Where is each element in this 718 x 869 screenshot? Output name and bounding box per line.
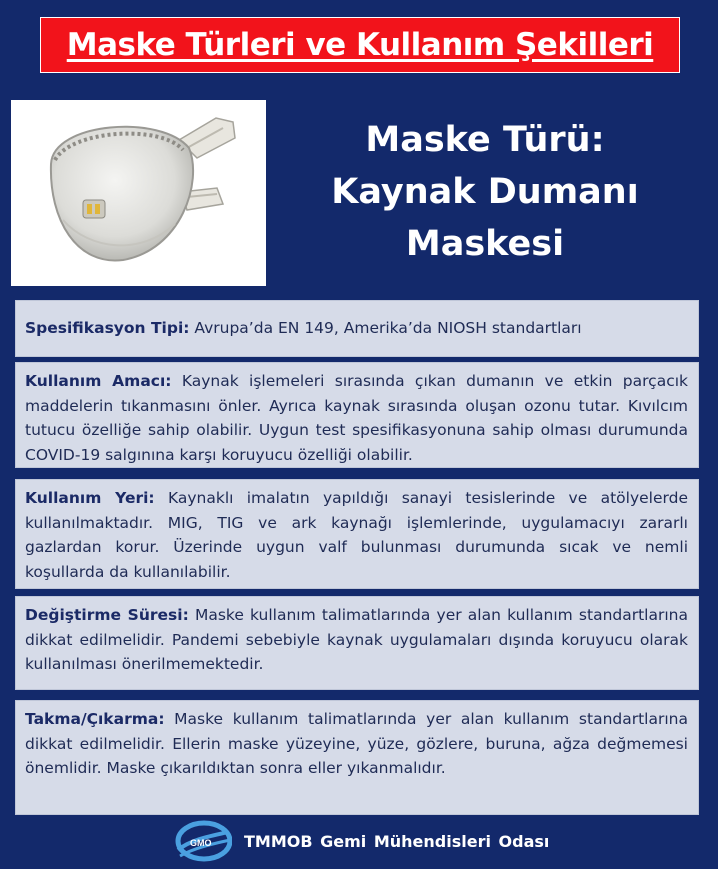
mask-photo: [11, 100, 266, 286]
section-text: Kaynaklı imalatın yapıldığı sanayi tesislerinde ve atölyelerde kullanılmaktadır. MIG, TIG ve ark kaynağı işlemlerinde, uygulamacıyı zararlı gazlardan korur. Üzerinde uygun valf bulunması durumunda sıcak ve nemli koşullarda da kullanılabilir.: [25, 489, 688, 581]
section-label: Spesifikasyon Tipi:: [25, 319, 190, 338]
mask-type-line-3: Maskesi: [405, 224, 565, 264]
section-text: Avrupa’da EN 149, Amerika’da NIOSH standartları: [194, 319, 582, 338]
section-text: Kaynak işlemeleri sırasında çıkan dumanın ve etkin parçacık maddelerin tıkanmasını önler. Ayrıca kaynak sırasında oluşan ozonu tutar. Kıvılcım tutucu özelliğe sahip olabilir. Uygun test spesifikasyonuna sahip olması durumunda COVID-19 salgınına karşı koruyucu özelliği olabilir.: [25, 372, 689, 464]
section-label: Kullanım Amacı:: [25, 372, 172, 390]
logo-text: GMO: [190, 838, 212, 848]
footer: [170, 820, 590, 862]
spec-type-section: [15, 300, 699, 357]
gmo-logo-icon: [170, 820, 232, 862]
section-label: Kullanım Yeri:: [25, 489, 155, 507]
section-text: Maske kullanım talimatlarında yer alan kullanım standartlarına dikkat edilmelidir. Ellerin maske yüzeyine, yüze, gözlere, buruna, ağza değmemesi önemlidir. Maske çıkarıldıktan sonra eller yıkanmalıdır.: [25, 710, 688, 777]
welding-mask-image: [11, 100, 266, 286]
page-title: Maske Türleri ve Kullanım Şekilleri: [66, 27, 654, 63]
organization-name: TMMOB Gemi Mühendisleri Odası: [244, 831, 550, 851]
purpose-section: [15, 362, 699, 468]
section-label: Değiştirme Süresi:: [25, 606, 189, 624]
section-text: Maske kullanım talimatlarında yer alan kullanım standartlarına dikkat edilmelidir. Pandemi sebebiyle kaynak uygulamaları dışında koruyucu olarak kullanılması önerilmemektedir.: [25, 606, 688, 673]
mask-type-heading: [300, 114, 670, 270]
usage-place-section: [15, 479, 699, 589]
wear-remove-section: [15, 700, 699, 815]
section-label: Takma/Çıkarma:: [25, 710, 165, 728]
mask-type-line-1: Maske Türü:: [365, 120, 605, 160]
mask-type-line-2: Kaynak Dumanı: [331, 172, 639, 212]
title-banner: [40, 17, 680, 73]
replacement-period-section: [15, 596, 699, 690]
